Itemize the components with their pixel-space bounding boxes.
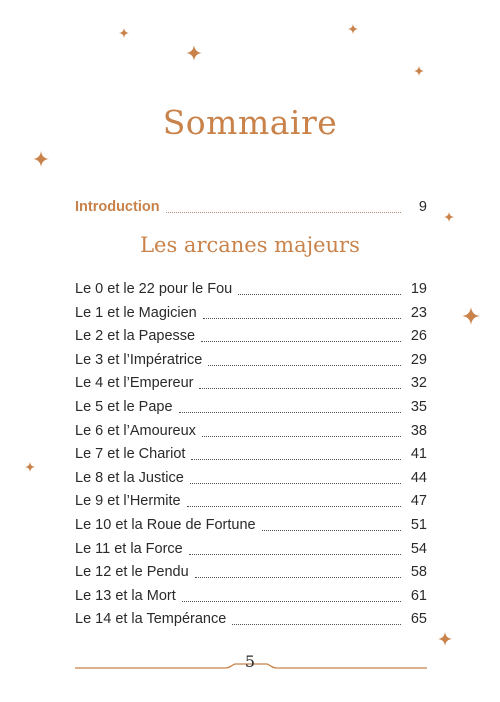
dot-leader	[208, 365, 401, 366]
toc-entry-page: 23	[410, 304, 427, 321]
dot-leader	[195, 577, 401, 578]
toc-entry-page: 61	[410, 587, 427, 604]
toc-entry-page: 58	[410, 564, 427, 581]
toc-entry-label: Le 5 et le Pape	[75, 399, 173, 415]
toc-entry[interactable]	[75, 537, 427, 559]
toc-entry-page: 35	[410, 399, 427, 415]
toc-entry[interactable]	[75, 277, 427, 299]
dot-leader	[179, 412, 401, 413]
toc-entry-page: 51	[410, 517, 427, 533]
toc-entry-page: 65	[410, 611, 427, 628]
toc-entry[interactable]	[75, 607, 427, 629]
dot-leader	[166, 212, 401, 213]
sparkle-star-icon	[348, 24, 358, 34]
sparkle-star-icon	[33, 151, 49, 167]
dot-leader	[182, 601, 401, 602]
section-heading: Les arcanes majeurs	[140, 233, 360, 257]
toc-entry-page: 47	[410, 493, 427, 510]
toc-entry[interactable]	[75, 489, 427, 511]
toc-entry[interactable]	[75, 442, 427, 464]
toc-entry-page: 44	[410, 469, 427, 486]
toc-entry[interactable]	[75, 348, 427, 370]
page-title: Sommaire	[162, 103, 338, 142]
toc-entry-label: Le 0 et le 22 pour le Fou	[75, 281, 233, 297]
toc-entry[interactable]	[75, 371, 427, 393]
dot-leader	[190, 483, 401, 484]
toc-entry-label: Le 4 et l’Empereur	[75, 375, 194, 392]
toc-entry-page: 41	[410, 446, 427, 463]
toc-entry[interactable]	[75, 419, 427, 441]
toc-entry[interactable]	[75, 513, 427, 535]
dot-leader	[232, 624, 401, 625]
dot-leader	[199, 388, 401, 389]
dot-leader	[262, 530, 401, 531]
toc-entry-label: Le 14 et la Tempérance	[75, 611, 227, 628]
dot-leader	[191, 459, 401, 460]
toc-entry-label: Le 1 et le Magicien	[75, 304, 197, 321]
toc-entry-label: Le 13 et la Mort	[75, 587, 176, 604]
toc-entry-page: 9	[418, 199, 427, 215]
dot-leader	[201, 341, 401, 342]
dot-leader	[238, 294, 401, 295]
sparkle-star-icon	[462, 307, 480, 325]
sparkle-star-icon	[186, 45, 202, 61]
toc-entry-label: Le 3 et l’Impératrice	[75, 351, 203, 368]
dot-leader	[202, 436, 401, 437]
toc-entry-label: Le 7 et le Chariot	[75, 446, 186, 463]
sparkle-star-icon	[414, 66, 424, 76]
sparkle-star-icon	[438, 632, 452, 646]
toc-entry-label: Le 11 et la Force	[75, 540, 183, 557]
toc-entry[interactable]	[75, 584, 427, 606]
page-number: 5	[244, 652, 256, 671]
toc-entry-page: 26	[410, 328, 427, 345]
toc-entry-page: 29	[410, 351, 427, 368]
toc-entry-label: Introduction	[75, 199, 160, 215]
toc-entry[interactable]	[75, 301, 427, 323]
toc-entry-label: Le 9 et l’Hermite	[75, 493, 181, 510]
toc-entry-label: Le 2 et la Papesse	[75, 328, 196, 345]
toc-entry[interactable]	[75, 395, 427, 417]
toc-entry-page: 19	[410, 281, 427, 297]
sparkle-star-icon	[119, 28, 129, 38]
sparkle-star-icon	[25, 462, 35, 472]
toc-entry-label: Le 6 et l’Amoureux	[75, 422, 196, 439]
toc-entry-page: 54	[410, 540, 427, 557]
toc-entry[interactable]	[75, 324, 427, 346]
toc-entry-label: Le 8 et la Justice	[75, 469, 184, 486]
toc-entry[interactable]	[75, 560, 427, 582]
toc-entry-page: 32	[410, 375, 427, 392]
toc-entry-label: Le 12 et le Pendu	[75, 564, 189, 581]
dot-leader	[189, 554, 401, 555]
toc-entry-page: 38	[410, 422, 427, 439]
dot-leader	[187, 506, 401, 507]
toc-entry-label: Le 10 et la Roue de Fortune	[75, 517, 256, 533]
dot-leader	[203, 318, 401, 319]
sparkle-star-icon	[444, 212, 454, 222]
toc-entry-introduction[interactable]	[75, 195, 427, 217]
toc-entry[interactable]	[75, 466, 427, 488]
